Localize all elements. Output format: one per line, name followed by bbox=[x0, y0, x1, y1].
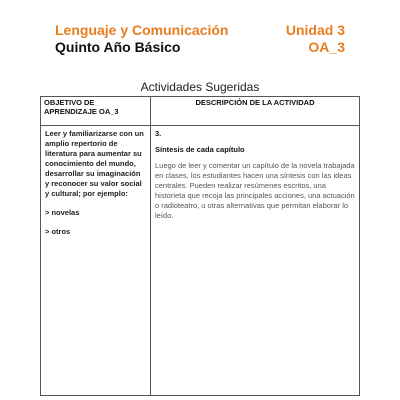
objective-column-header: OBJETIVO DE APRENDIZAJE OA_3 bbox=[41, 97, 151, 126]
objective-cell bbox=[41, 126, 151, 396]
description-column-header: DESCRIPCIÓN DE LA ACTIVIDAD bbox=[151, 97, 360, 126]
subject-title: Lenguaje y Comunicación bbox=[55, 22, 229, 38]
section-title: Actividades Sugeridas bbox=[140, 80, 260, 94]
table-header-row bbox=[41, 97, 360, 126]
objective-item-novelas: > novelas bbox=[45, 208, 80, 217]
grade-level: Quinto Año Básico bbox=[55, 39, 181, 55]
objective-item-otros: > otros bbox=[45, 227, 71, 236]
activity-description: Luego de leer y comentar un capítulo de la novela trabajada en clases, los estudiantes hacen una síntesis con las ideas centrales. Pueden realizar resúmenes escritos, una historieta que recoja las principales acciones, una actuación o radioteatro, u otras alternativas que permitan elaborar lo leído. bbox=[155, 161, 355, 220]
activity-number: 3. bbox=[155, 129, 162, 138]
table-row bbox=[41, 126, 360, 396]
unit-label: Unidad 3 bbox=[285, 22, 345, 38]
objective-text: Leer y familiarizarse con un amplio repertorio de literatura para aumentar su conocimiento del mundo, desarrollar su imaginación y reconocer su valor social y cultural; por ejemplo: bbox=[45, 129, 144, 198]
activities-table bbox=[40, 96, 360, 396]
oa-label: OA_3 bbox=[308, 39, 345, 55]
activity-cell bbox=[151, 126, 360, 396]
activity-title: Síntesis de cada capítulo bbox=[155, 145, 245, 154]
